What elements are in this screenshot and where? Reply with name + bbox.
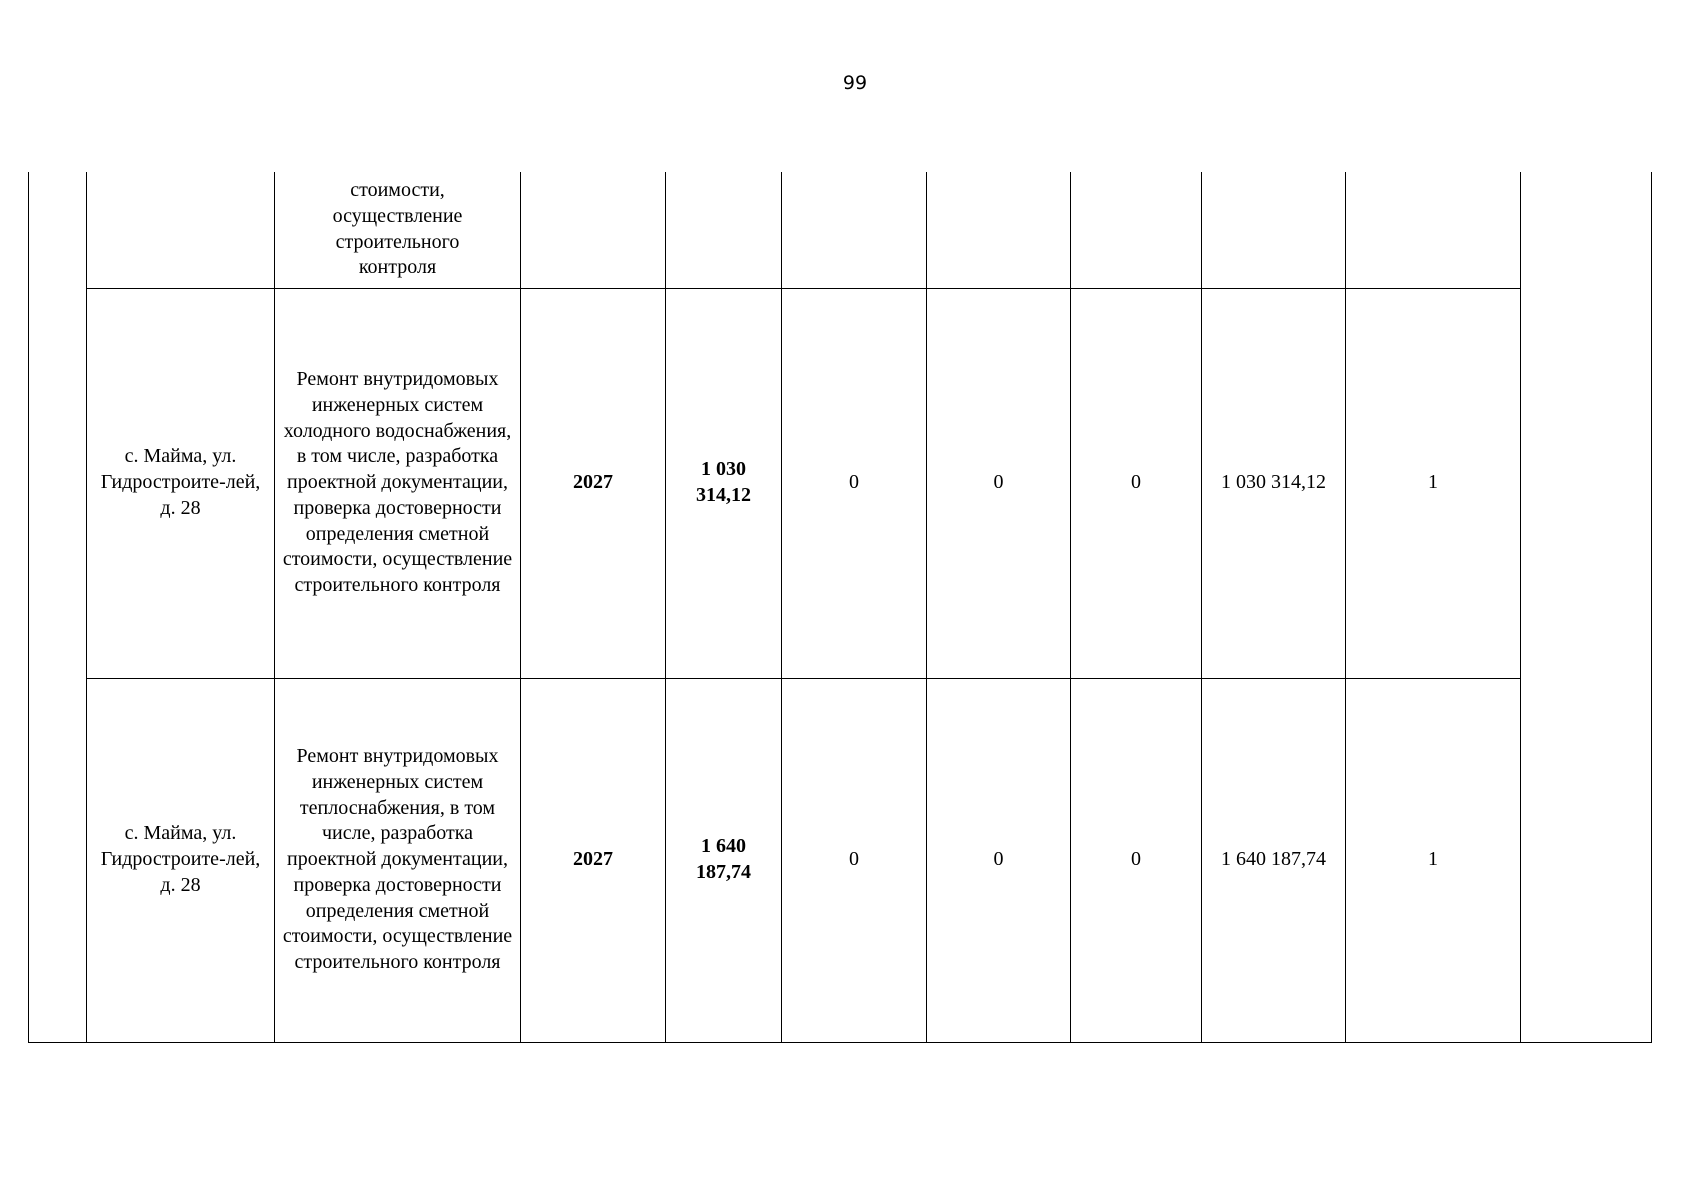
index-cell: [29, 172, 87, 1042]
value-cell: [927, 172, 1071, 288]
address-cell: с. Майма, ул. Гидростроите-лей, д. 28: [87, 678, 275, 1042]
works-table: [28, 172, 1652, 1043]
value-cell: 0: [782, 678, 927, 1042]
amount-cell: 1 030 314,12: [1202, 288, 1346, 678]
total-cell: [666, 172, 782, 288]
year-cell: [521, 172, 666, 288]
value-cell: 0: [1071, 678, 1202, 1042]
count-cell: [1346, 172, 1521, 288]
amount-cell: 1 640 187,74: [1202, 678, 1346, 1042]
table-row: [29, 678, 1652, 1042]
value-cell: [1071, 172, 1202, 288]
value-cell: 0: [927, 678, 1071, 1042]
description-cell: Ремонт внутридомовых инженерных систем холодного водоснабжения, в том числе, разработка проектной документации, проверка достоверности определения сметной стоимости, осуществление строительного контроля: [275, 288, 521, 678]
total-cell: 1 640 187,74: [666, 678, 782, 1042]
page-number: 99: [842, 72, 868, 94]
description-cell: Ремонт внутридомовых инженерных систем теплоснабжения, в том числе, разработка проектной документации, проверка достоверности определения сметной стоимости, осуществление строительного контроля: [275, 678, 521, 1042]
year-cell: 2027: [521, 288, 666, 678]
address-cell: [87, 172, 275, 288]
table-row: [29, 172, 1652, 288]
merged-cell: [1521, 172, 1652, 1042]
amount-cell: [1202, 172, 1346, 288]
value-cell: 0: [927, 288, 1071, 678]
count-cell: 1: [1346, 288, 1521, 678]
address-cell: с. Майма, ул. Гидростроите-лей, д. 28: [87, 288, 275, 678]
year-cell: 2027: [521, 678, 666, 1042]
value-cell: [782, 172, 927, 288]
description-cell: стоимости, осуществление строительного контроля: [275, 172, 521, 288]
count-cell: 1: [1346, 678, 1521, 1042]
table-row: [29, 288, 1652, 678]
value-cell: 0: [1071, 288, 1202, 678]
value-cell: 0: [782, 288, 927, 678]
total-cell: 1 030 314,12: [666, 288, 782, 678]
